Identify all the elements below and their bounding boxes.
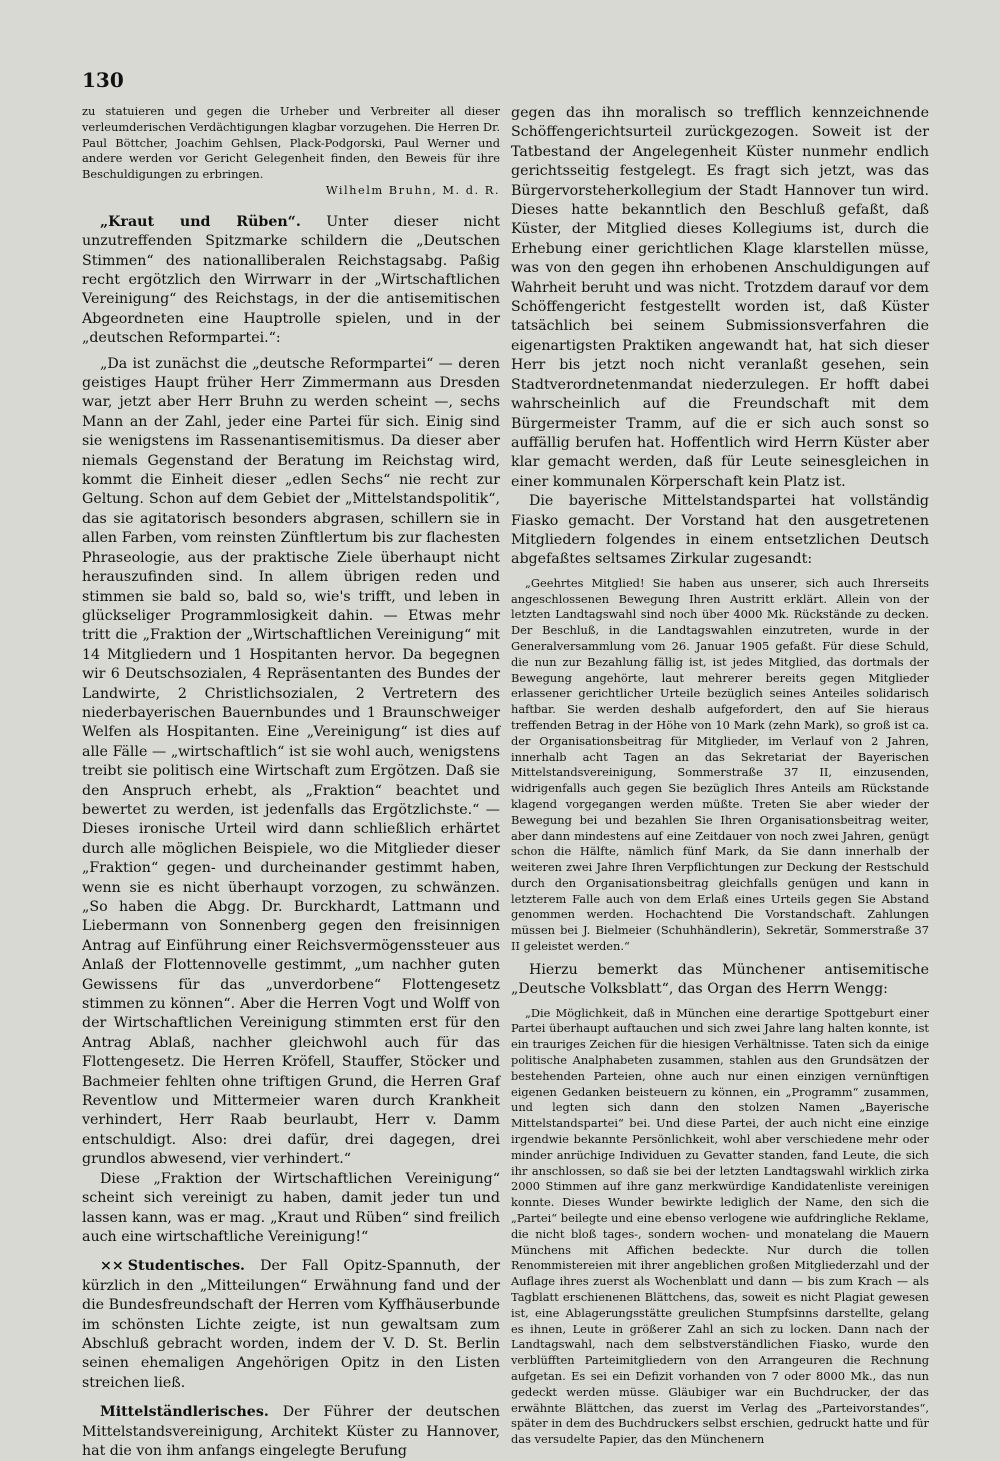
mittelstand-body: Der Führer der deutschen Mittelstandsvereinigung, Architekt Küster zu Hannover, hat die von ihm anfangs eingelegte Berufung bbox=[82, 1404, 500, 1459]
kraut-heading: „Kraut und Rüben“. bbox=[100, 213, 301, 230]
page-number: 130 bbox=[82, 68, 124, 92]
intro-block bbox=[82, 104, 500, 199]
signature: Wilhelm Bruhn, M. d. R. bbox=[325, 182, 500, 197]
mittelstand-paragraph bbox=[82, 1403, 500, 1461]
section-marker: ×× bbox=[100, 1258, 124, 1275]
kraut-paragraph bbox=[82, 213, 500, 349]
volksblatt-quote-block bbox=[511, 1006, 929, 1448]
kuester-paragraph: gegen das ihn moralisch so trefflich kennzeichnende Schöffengerichtsurteil zurückgezogen. Soweit ist der Tatbestand der Angelegenheit Küster nunmehr endlich gerichtsseitig festgelegt. Es fragt sich jetzt, was das Bürgervorsteherkollegium der Stadt Hannover tun wird. Dieses hatte bekanntlich den Beschluß gefaßt, daß Küster, der Mitglied dieses Kollegiums ist, durch die Erhebung einer gerichtlichen Klage klarstellen müsse, was von den gegen ihn erhobenen Anschuldigungen auf Wahrheit beruht und was nicht. Trotzdem darauf vor dem Schöffengericht festgestellt worden ist, daß Küster tatsächlich bei seinem Submissionsverfahren die eigenartigsten Praktiken angewandt hat, hat sich dieser Herr bis jetzt noch nicht veranlaßt gesehen, sein Stadtverordnetenmandat niederzulegen. Er hofft dabei wahrscheinlich auf die Freundschaft mit dem Bürgermeister Tramm, auf die er sich auch sonst so auffällig berufen hat. Hoffentlich wird Herrn Küster aber klar gemacht werden, daß für Leute seinesgleichen in einer kommunalen Körperschaft kein Platz ist. bbox=[511, 105, 929, 490]
studentisches-body: Der Fall Opitz-Spannuth, der kürzlich in den „Mitteilungen“ Erwähnung fand und der die Bundesfreundschaft der Herren vom Kyffhäuserbunde im schönsten Lichte zeigte, ist nun gewaltsam zum Abschluß gebracht worden, indem der V. D. St. Berlin seinen ehemaligen Angehörigen Opitz in den Listen streichen ließ. bbox=[82, 1258, 501, 1391]
intro-paragraph: zu statuieren und gegen die Urheber und Verbreiter all dieser verleumderischen Verdächtigungen klagbar vorzugehen. Die Herren Dr. Paul Böttcher, Joachim Gehlsen, Plack-Podgorski, Paul Werner und andere werden vor Gericht Gelegenheit finden, den Beweis für ihre Beschuldigungen zu erbringen. bbox=[82, 104, 500, 182]
volksblatt-quote: „Die Möglichkeit, daß in München eine derartige Spottgeburt einer Partei überhaupt auftauchen und sich zwei Jahre lang halten konnte, ist ein trauriges Zeichen für die hiesigen Verhältnisse. Taten sich da einige politische Analphabeten zusammen, stahlen aus den Grundsätzen der bestehenden Parteien, ohne auch nur einen einzigen vernünftigen eigenen Gedanken beisteuern zu können, ein „Programm“ zusammen, und legten sich dann den stolzen Namen „Bayerische Mittelstandspartei“ bei. Und diese Partei, der auch nicht eine einzige irgendwie bekannte Persönlichkeit, wohl aber verschiedene mehr oder minder anrüchige Individuen zu Gevatter standen, fand Leute, die sich ihr anschlossen, so daß sie bei der letzten Landtagswahl wirklich zirka 2000 Stimmen auf ihre ganz merkwürdige Kandidatenliste vereinigen konnte. Dieses Wunder bewirkte lediglich der Name, den sich die „Partei“ beilegte und eine ebenso verlogene wie aufdringliche Reklame, die nicht bloß tages-, sondern wochen- und monatelang die Mauern Münchens mit Affichen bedeckte. Nur durch die tollen Renommistereien mit ihrer angeblichen großen Mitgliederzahl und der Auflage ihres zuerst als Wochenblatt und dann — bis zum Krach — als Tagblatt erschienenen Blättchens, das, soweit es nicht Plagiat gewesen ist, eine Ablagerungsstätte greulichen Stumpfsinns darstellte, gelang es ihnen, Leute in größerer Zahl an sich zu locken. Dann nach der Landtagswahl, nach dem selbstverständlichen Fiasko, wurde den verblüfften Parteimitgliedern von den Arrangeuren die Rechnung aufgetan. Es sei ein Defizit vorhanden von 7 oder 8000 Mk., das nun gedeckt werden müsse. Gläubiger war ein Buchdrucker, der das erwähnte Blättchen, das zuerst im Verlag des „Parteivorstandes“, später in dem des Buchdruckers selbst erschien, gedruckt hatte und für das versudelte Papier, das den Münchenern bbox=[511, 1005, 929, 1447]
circular-letter: „Geehrtes Mitglied! Sie haben aus unserer, sich auch Ihrerseits angeschlossenen Bewegung Ihren Austritt erklärt. Allein von der letzten Landtagswahl sind noch über 4000 Mk. Rückstände zu decken. Der Beschluß, in die Landtagswahlen einzutreten, wurde in der Generalversammlung vom 26. Januar 1905 gefaßt. Für diese Schuld, die nun zur Bezahlung fällig ist, ist jedes Mitglied, das dortmals der Bewegung angehörte, laut mehrerer bereits gegen Mitglieder erlassener gerichtlicher Urteile bezüglich seines Anteiles solidarisch haftbar. Sie werden deshalb aufgefordert, den auf Sie hieraus treffenden Betrag in der Höhe von 10 Mark (zehn Mark), so groß ist ca. der Organisationsbeitrag für Mitglieder, im Verlauf von 2 Jahren, innerhalb acht Tagen an das Sekretariat der Bayerischen Mittelstandsvereinigung, Sommerstraße 37 II, einzusenden, widrigenfalls auch gegen Sie bezüglich Ihres Anteils am Rückstande klagend vorgegangen werden müßte. Treten Sie aber wieder der Bewegung bei und bezahlen Sie Ihren Organisationsbeitrag weiter, aber dann mindestens auf eine Zeitdauer von noch zwei Jahren, genügt schon die Hälfte, nämlich fünf Mark, da Sie dann innerhalb der weiteren zwei Jahre Ihren Verpflichtungen zur Deckung der Restschuld durch den Organisationsbeitrag gleichfalls genügen und kann in letzterem Falle auch von dem Erlaß eines Urteils gegen Sie Abstand genommen werden. Hochachtend Die Vorstandschaft. Zahlungen müssen bei J. Bielmeier (Schuhhändlerin), Sekretär, Sommerstraße 37 II geleistet werden.“ bbox=[511, 575, 929, 954]
kraut-quote: „Da ist zunächst die „deutsche Reformpartei“ — deren geistiges Haupt früher Herr Zimmermann aus Dresden war, jetzt aber Herr Bruhn zu werden scheint —, sechs Mann an der Zahl, jeder eine Partei für sich. Einig sind sie wenigstens im Rassenantisemitismus. Da dieser aber niemals Gegenstand der Beratung im Reichstag wird, kommt die Einheit dieser „edlen Sechs“ nie recht zur Geltung. Schon auf dem Gebiet der „Mittelstandspolitik“, das sie agitatorisch besonders abgrasen, schillern sie in allen Farben, vom reinsten Zünftlertum bis zur flachesten Phraseologie, aus der praktische Ziele überhaupt nicht herauszufinden sind. In allem übrigen reden und stimmen sie bald so, bald so, wie's trifft, und leben in glückseliger Programmlosigkeit dahin. — Etwas mehr tritt die „Fraktion der „Wirtschaftlichen Vereinigung“ mit 14 Mitgliedern und 1 Hospitanten hervor. Da begegnen wir 6 Deutschsozialen, 4 Repräsentanten des Bundes der Landwirte, 2 Christlichsozialen, 2 Vertretern des niederbayerischen Bauernbundes und 1 Braunschweiger Welfen als Hospitanten. Eine „Vereinigung“ ist dies auf alle Fälle — „wirtschaftlich“ ist sie wohl auch, wenigstens treibt sie politisch eine Wirtschaft zum Ergötzen. Daß sie den Anspruch erhebt, als „Fraktion“ beachtet und bewertet zu werden, ist jedenfalls das Ergötzlichste.“ — Dieses ironische Urteil wird dann schließlich erhärtet durch alle möglichen Beispiele, wo die Mitglieder dieser „Fraktion“ gegen- und durcheinander gestimmt haben, wenn sie es nicht überhaupt vorzogen, zu schwänzen. „So haben die Abgg. Dr. Burckhardt, Lattmann und Liebermann von Sonnenberg gegen den freisinnigen Antrag auf Einführung einer Reichsvermögenssteuer aus Anlaß der Flottennovelle gestimmt, „um nachher guten Gewissens für das „unverdorbene“ Flottengesetz stimmen zu können“. Aber die Herren Vogt und Wolff von der Wirtschaftlichen Vereinigung stimmten erst für den Antrag Ablaß, nachher gleichwohl auch für das Flottengesetz. Die Herren Kröfell, Stauffer, Stöcker und Bachmeier fehlten ohne triftigen Grund, die Herren Graf Reventlow und Mittermeier waren durch Krankheit verhindert, Herr Raab beurlaubt, Herr v. Damm entschuldigt. Also: drei dafür, drei dagegen, drei grundlos abwesend, vier verhindert.“ bbox=[82, 355, 500, 1168]
studentisches-paragraph bbox=[82, 1257, 500, 1393]
mittelstand-heading: Mittelständlerisches. bbox=[100, 1404, 269, 1421]
kraut-outro: Diese „Fraktion der Wirtschaftlichen Vereinigung“ scheint sich vereinigt zu haben, damit jeder tun und lassen kann, was er mag. „Kraut und Rüben“ sind freilich auch eine wirtschaftliche Vereinigung!“ bbox=[82, 1170, 500, 1245]
studentisches-heading: Studentisches. bbox=[127, 1258, 245, 1275]
volksblatt-intro: Hierzu bemerkt das Münchener antisemitische „Deutsche Volksblatt“, das Organ des Herrn Wengg: bbox=[511, 961, 929, 998]
kraut-body: Unter dieser nicht unzutreffenden Spitzmarke schildern die „Deutschen Stimmen“ des nationalliberalen Reichstagsabg. Paßig recht ergötzlich den Wirrwarr in der „Wirtschaftlichen Vereinigung“ des Reichstags, in der die antisemitischen Abgeordneten eine Hauptrolle spielen, und in der „deutschen Reformpartei.“: bbox=[82, 213, 500, 347]
bayerische-paragraph: Die bayerische Mittelstandspartei hat vollständig Fiasko gemacht. Der Vorstand hat den ausgetretenen Mitgliedern folgendes in einem entsetzlichen Deutsch abgefaßtes seltsames Zirkular zugesandt: bbox=[511, 493, 929, 568]
right-column bbox=[511, 104, 929, 1447]
left-column bbox=[82, 104, 501, 1459]
circular-block bbox=[511, 576, 929, 955]
